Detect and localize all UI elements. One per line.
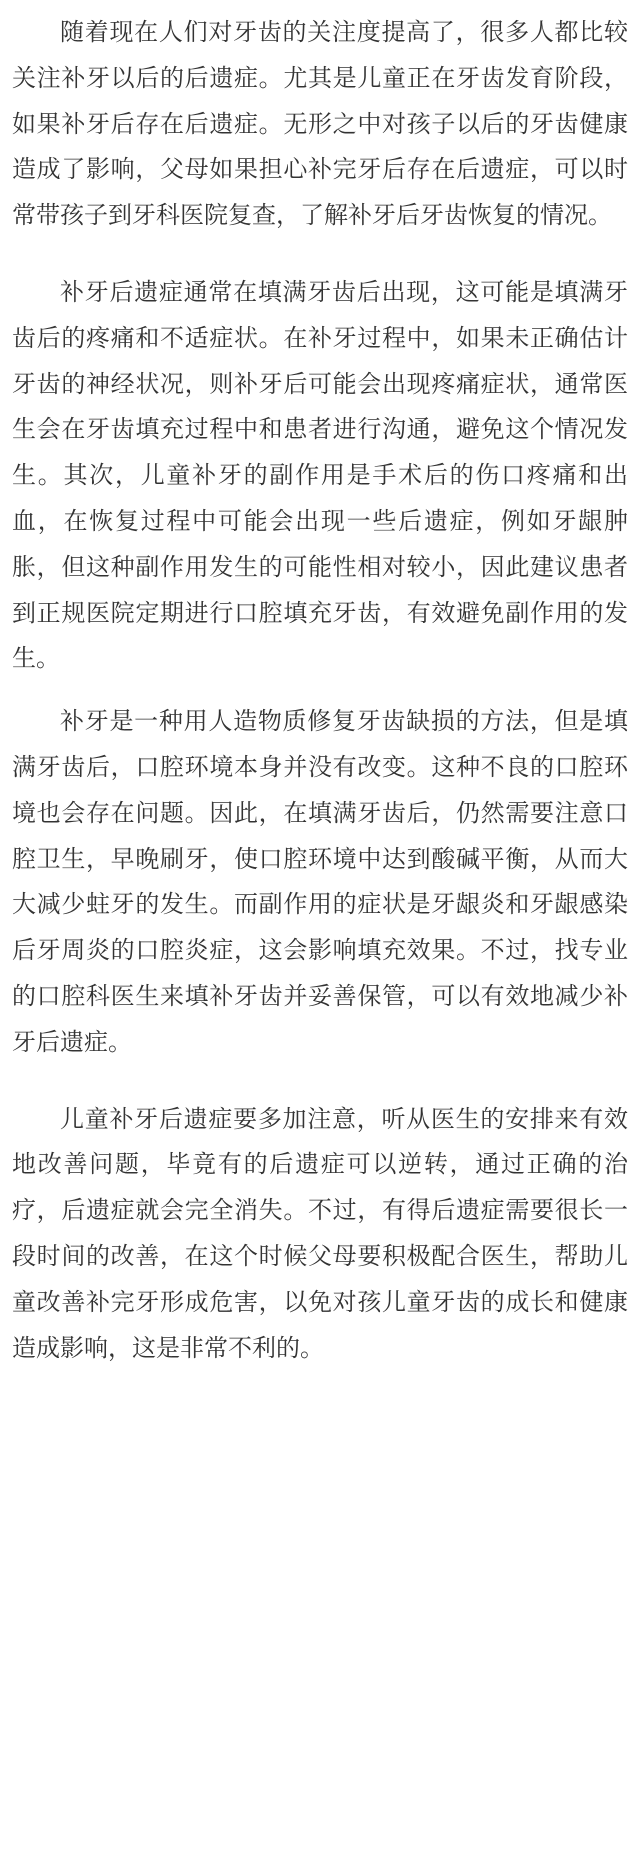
article-paragraph-1: 随着现在人们对牙齿的关注度提高了，很多人都比较关注补牙以后的后遗症。尤其是儿童正在牙齿发育阶段，如果补牙后存在后遗症。无形之中对孩子以后的牙齿健康造成了影响，父母如果担心补完牙后存在后遗症，可以时常带孩子到牙科医院复查，了解补牙后牙齿恢复的情况。 bbox=[12, 18, 628, 230]
article-paragraph-3: 补牙是一种用人造物质修复牙齿缺损的方法，但是填满牙齿后，口腔环境本身并没有改变。这种不良的口腔环境也会存在问题。因此，在填满牙齿后，仍然需要注意口腔卫生，早晚刷牙，使口腔环境中达到酸碱平衡，从而大大减少蛀牙的发生。而副作用的症状是牙龈炎和牙龈感染后牙周炎的口腔炎症，这会影响填充效果。不过，找专业的口腔科医生来填补牙齿并妥善保管，可以有效地减少补牙后遗症。 bbox=[12, 707, 628, 1056]
article-paragraph-4: 儿童补牙后遗症要多加注意，听从医生的安排来有效地改善问题，毕竟有的后遗症可以逆转，通过正确的治疗，后遗症就会完全消失。不过，有得后遗症需要很长一段时间的改善，在这个时候父母要积极配合医生，帮助儿童改善补完牙形成危害，以免对孩儿童牙齿的成长和健康造成影响，这是非常不利的。 bbox=[12, 1104, 628, 1362]
article-paragraph-2: 补牙后遗症通常在填满牙齿后出现，这可能是填满牙齿后的疼痛和不适症状。在补牙过程中，如果未正确估计牙齿的神经状况，则补牙后可能会出现疼痛症状，通常医生会在牙齿填充过程中和患者进行沟通，避免这个情况发生。其次，儿童补牙的副作用是手术后的伤口疼痛和出血，在恢复过程中可能会出现一些后遗症，例如牙龈肿胀，但这种副作用发生的可能性相对较小，因此建议患者到正规医院定期进行口腔填充牙齿，有效避免副作用的发生。 bbox=[12, 277, 628, 673]
